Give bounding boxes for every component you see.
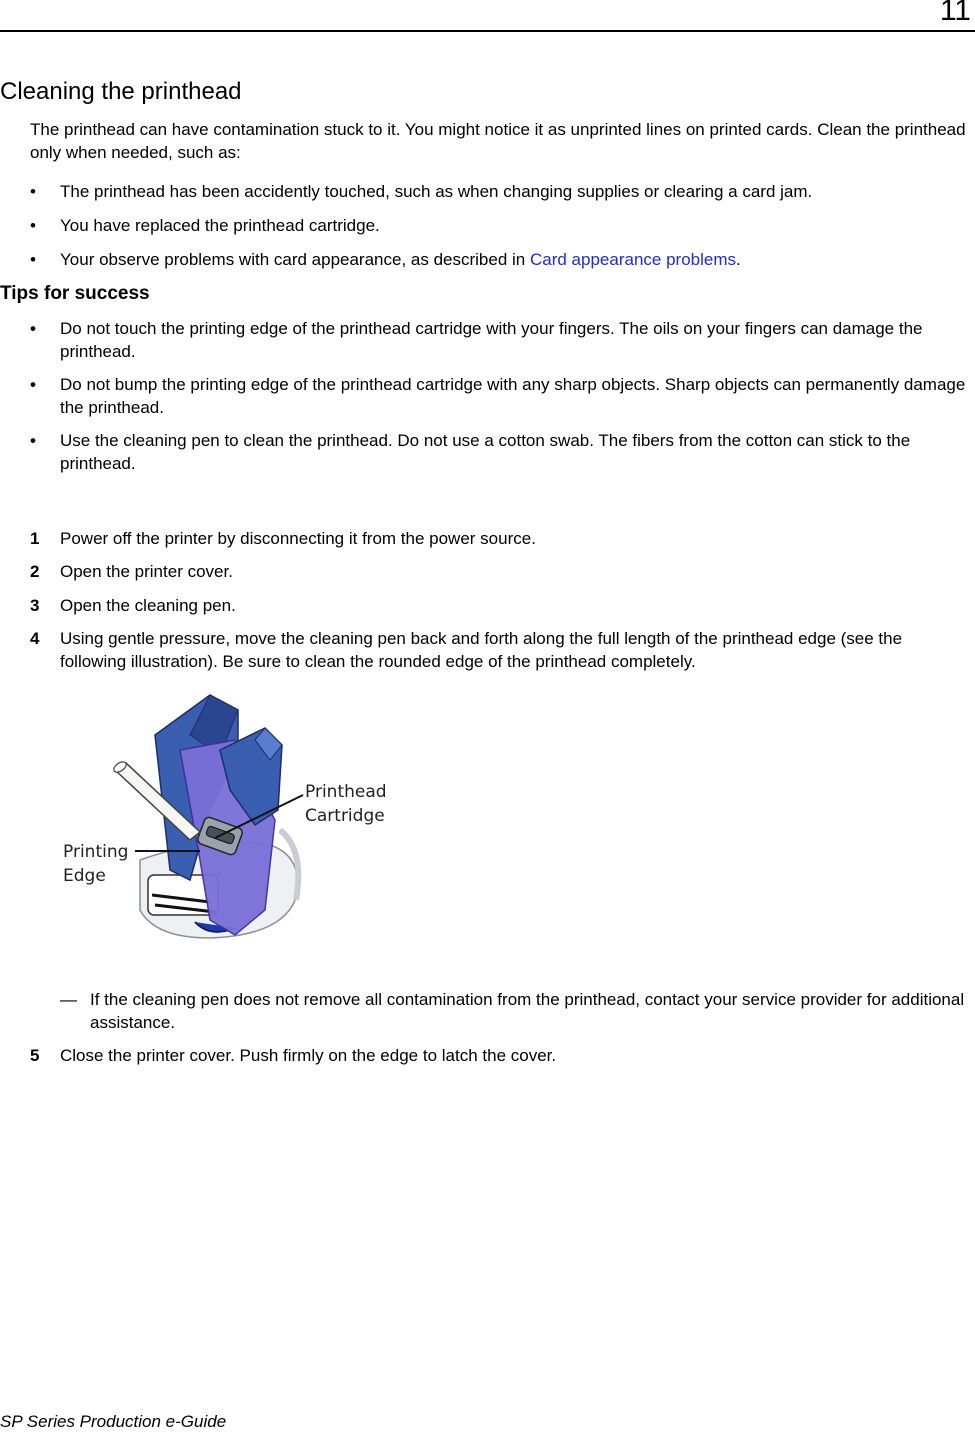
label-printing: Printing bbox=[63, 842, 129, 862]
card-appearance-problems-link[interactable]: Card appearance problems bbox=[529, 250, 736, 269]
bullet: • bbox=[30, 375, 36, 394]
step-number: 3 bbox=[30, 596, 40, 615]
bullet: • bbox=[30, 431, 36, 450]
header-rule bbox=[0, 30, 975, 32]
printhead-cleaning-illustration bbox=[60, 690, 390, 945]
label-cartridge: Cartridge bbox=[305, 806, 385, 826]
step-number: 1 bbox=[30, 529, 40, 548]
step-number: 4 bbox=[30, 629, 40, 648]
page-number: 11 bbox=[939, 0, 971, 27]
printer-drawing bbox=[60, 690, 390, 945]
bullet: • bbox=[30, 250, 36, 269]
footer-guide-title: SP Series Production e-Guide bbox=[0, 1412, 227, 1431]
tips-heading: Tips for success bbox=[0, 283, 150, 304]
section-title: Cleaning the printhead bbox=[0, 78, 242, 105]
bullet: • bbox=[30, 319, 36, 338]
note-text: If the cleaning pen does not remove all contamination from the printhead, contact your service provider for additional assistance. bbox=[90, 990, 965, 1032]
bullet: • bbox=[30, 182, 36, 201]
step-number: 2 bbox=[30, 562, 40, 581]
label-edge: Edge bbox=[63, 866, 106, 886]
step-number: 5 bbox=[30, 1046, 40, 1065]
note-dash: — bbox=[60, 990, 77, 1009]
label-printhead: Printhead bbox=[305, 782, 387, 802]
intro-paragraph: The printhead can have contamination stuck to it. You might notice it as unprinted lines on printed cards. Clean the printhead only when needed, such as: bbox=[30, 120, 966, 162]
bullet: • bbox=[30, 216, 36, 235]
